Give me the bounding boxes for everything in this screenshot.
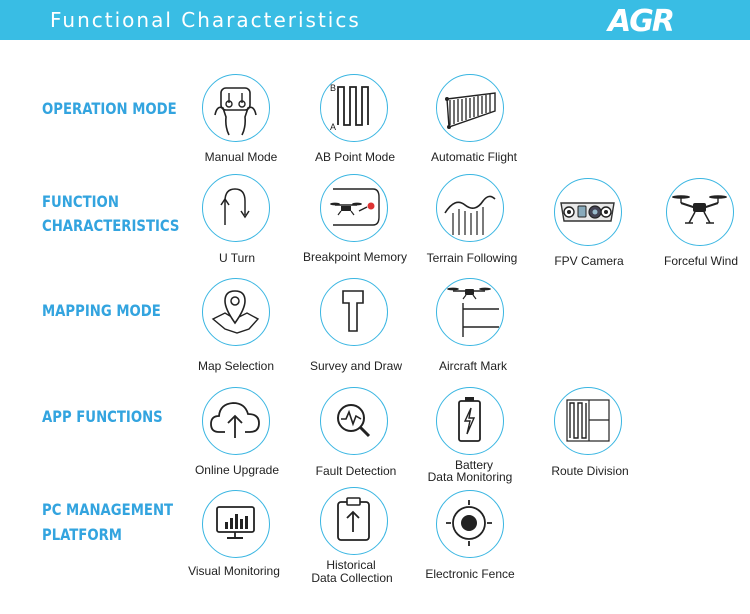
point-a-label: A [330,122,337,132]
field-route-icon [437,75,502,140]
aircraft-mark-badge [436,278,504,346]
header-bar [0,0,750,40]
electronic-fence-badge [436,490,504,558]
point-b-label: B [330,83,337,93]
terrain-following-label: Terrain Following [426,251,518,265]
ab-route-icon [321,75,386,140]
battery-icon [437,388,502,453]
section-title-mapping-mode: MAPPING MODE [42,301,161,320]
battery-monitoring-label-line1: Battery [454,458,493,472]
clipboard-upload-icon [321,488,386,553]
u-turn-badge [202,174,270,242]
route-division-label: Route Division [551,464,629,478]
historical-data-label-line2: Data Collection [311,571,393,585]
breakpoint-drone-icon [321,175,386,240]
camera-icon [555,179,620,244]
forceful-wind-badge [666,178,734,246]
fault-detection-badge [320,387,388,455]
visual-monitoring-label: Visual Monitoring [188,564,280,578]
fpv-camera-label: FPV Camera [554,254,624,268]
drone-icon [667,179,732,244]
section-title-pc-line1: PC MANAGEMENT [42,500,174,519]
brand-logo: AGR [608,4,673,39]
section-title-pc-line2: PLATFORM [42,525,122,544]
cloud-upload-icon [203,388,268,453]
map-selection-badge [202,278,270,346]
target-icon [437,491,502,556]
map-pin-icon [203,279,268,344]
ab-point-mode-label: AB Point Mode [314,150,396,164]
breakpoint-memory-label: Breakpoint Memory [302,250,408,264]
forceful-wind-label: Forceful Wind [663,254,739,268]
fault-detection-label: Fault Detection [315,464,397,478]
manual-mode-label: Manual Mode [204,150,278,164]
section-title-operation-mode: OPERATION MODE [42,99,177,118]
survey-and-draw-label: Survey and Draw [309,359,403,373]
section-title-function-line1: FUNCTION [42,192,119,211]
visual-monitoring-badge [202,490,270,558]
route-division-badge [554,387,622,455]
breakpoint-memory-badge [320,174,388,242]
route-division-icon [555,388,620,453]
map-selection-label: Map Selection [197,359,275,373]
historical-data-badge [320,487,388,555]
automatic-flight-badge [436,74,504,142]
pulse-search-icon [321,388,386,453]
electronic-fence-label: Electronic Fence [425,567,515,581]
battery-monitoring-label-line2: Data Monitoring [427,470,513,484]
online-upgrade-badge [202,387,270,455]
aircraft-mark-label: Aircraft Mark [438,359,507,373]
remote-control-icon [203,75,268,140]
terrain-following-badge [436,174,504,242]
battery-monitoring-badge [436,387,504,455]
ab-point-mode-badge [320,74,388,142]
section-title-function-line2: CHARACTERISTICS [42,216,180,235]
automatic-flight-label: Automatic Flight [430,150,518,164]
fpv-camera-badge [554,178,622,246]
page-title: Functional Characteristics [50,8,361,32]
terrain-icon [437,175,502,240]
historical-data-label-line1: Historical [326,558,376,572]
aircraft-mark-icon [437,279,502,344]
section-title-app-functions: APP FUNCTIONS [42,407,163,426]
manual-mode-badge [202,74,270,142]
online-upgrade-label: Online Upgrade [194,463,280,477]
u-turn-icon [203,175,268,240]
survey-and-draw-badge [320,278,388,346]
survey-marker-icon [321,279,386,344]
monitor-chart-icon [203,491,268,556]
u-turn-label: U Turn [218,251,255,265]
